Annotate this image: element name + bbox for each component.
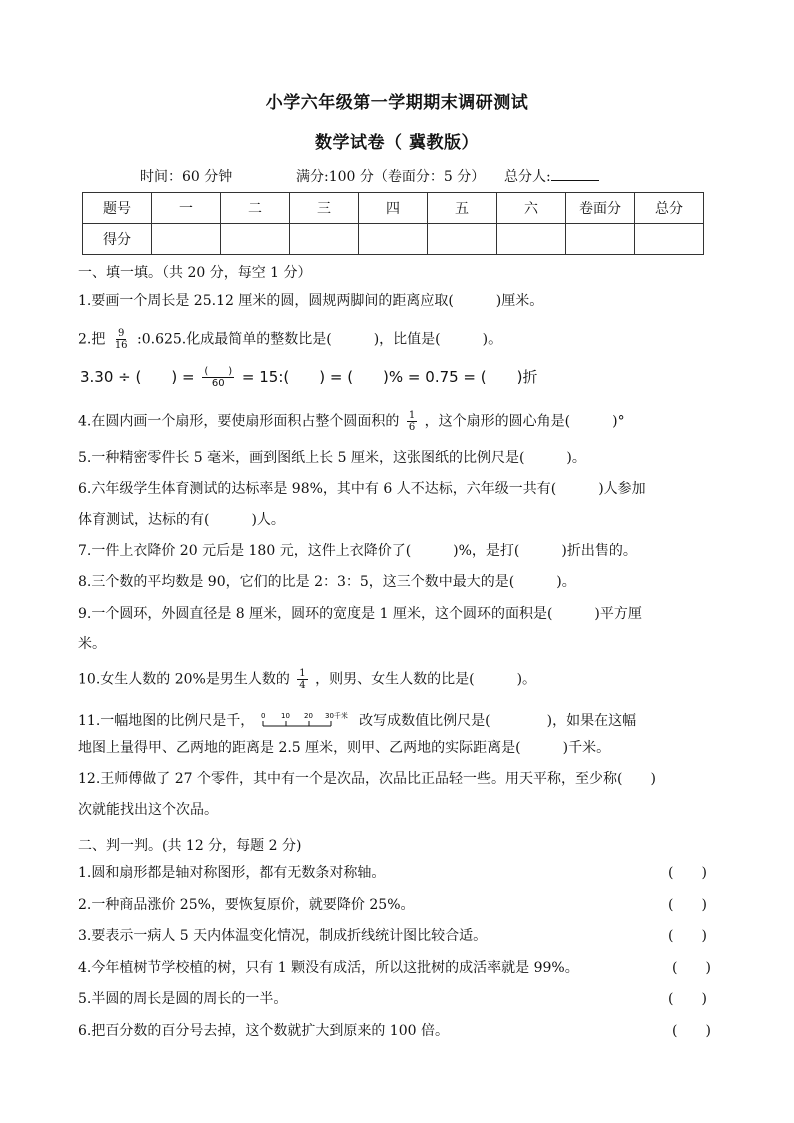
question-7: 7.一件上衣降价 20 元后是 180 元，这件上衣降价了( )%，是打( )折出售的。 [78, 543, 637, 559]
question-10 [78, 668, 536, 691]
q4-frac-num: 1 [408, 410, 416, 421]
question-1: 1.要画一个周长是 25.12 厘米的圆，圆规两脚间的距离应取( )厘米。 [78, 293, 544, 309]
scale-bar-label: 10 [280, 712, 290, 720]
judge-item-5: 5.半圆的周长是圆的周长的一半。 [78, 991, 288, 1007]
q2-suffix: :0.625.化成最简单的整数比是( )，比值是( )。 [137, 331, 503, 348]
question-2 [78, 328, 502, 351]
q3-frac-den: 60 [211, 378, 225, 389]
q10-frac-num: 1 [299, 668, 306, 679]
question-12-line1: 12.王师傅做了 27 个零件，其中有一个是次品，次品比正品轻一些。用天平称，至少称( ) [78, 771, 656, 787]
q3-fraction [202, 366, 234, 389]
question-9-line1: 9.一个圆环，外圆直径是 8 厘米，圆环的宽度是 1 厘米，这个圆环的面积是( )平方厘 [78, 606, 642, 622]
score-table-header-row [83, 193, 704, 224]
score-table-cell: 卷面分 [566, 193, 635, 224]
scale-bar-diagram [259, 710, 355, 732]
score-input-cell[interactable] [497, 224, 566, 255]
exam-title: 小学六年级第一学期期末调研测试 [265, 93, 529, 113]
score-input-cell[interactable] [635, 224, 704, 255]
question-5: 5.一种精密零件长 5 毫米，画到图纸上长 5 厘米，这张图纸的比例尺是( )。 [78, 450, 586, 466]
scale-bar-label: 30千米 [324, 712, 348, 720]
score-table-cell: 四 [359, 193, 428, 224]
judge-item-2: 2.一种商品涨价 25%，要恢复原价，就要降价 25%。 [78, 897, 415, 913]
question-8: 8.三个数的平均数是 90，它们的比是 2：3：5，这三个数中最大的是( )。 [78, 574, 576, 590]
scale-bar-label: 0 [260, 712, 266, 720]
judge-item-4: 4.今年植树节学校植的树，只有 1 颗没有成活，所以这批树的成活率就是 99%。 [78, 960, 579, 976]
score-input-cell[interactable] [566, 224, 635, 255]
q11-suffix: 改写成数值比例尺是( )，如果在这幅 [359, 713, 637, 729]
score-input-cell[interactable] [428, 224, 497, 255]
question-4 [78, 410, 625, 433]
q4-frac-den: 6 [408, 422, 416, 433]
score-table-cell: 二 [221, 193, 290, 224]
score-table-score-row [83, 224, 704, 255]
q2-frac-den: 16 [114, 340, 128, 351]
question-11-line2: 地图上量得甲、乙两地的距离是 2.5 厘米，则甲、乙两地的实际距离是( )千米。 [78, 740, 611, 756]
score-table-cell: 一 [152, 193, 221, 224]
q2-fraction [113, 328, 130, 351]
q4-prefix: 4.在圆内画一个扇形，要使扇形面积占整个圆面积的 [78, 413, 400, 430]
exam-full-score: 满分:100 分（卷面分：5 分） [296, 169, 486, 185]
score-table [82, 192, 704, 255]
question-6-line1: 6.六年级学生体育测试的达标率是 98%，其中有 6 人不达标，六年级一共有( )人参加 [78, 481, 646, 497]
exam-time: 时间：60 分钟 [140, 169, 233, 185]
score-table-cell: 三 [290, 193, 359, 224]
q2-prefix: 2.把 [78, 331, 106, 348]
q11-prefix: 11.一幅地图的比例尺是千， [78, 713, 255, 729]
q10-suffix: ，则男、女生人数的比是( )。 [315, 671, 537, 688]
q10-prefix: 10.女生人数的 20%是男生人数的 [78, 671, 290, 688]
q4-suffix: ，这个扇形的圆心角是( )° [424, 413, 625, 430]
judge-bracket[interactable]: ( ) [672, 1023, 711, 1039]
judge-bracket[interactable]: ( ) [668, 865, 707, 881]
score-input-cell[interactable] [152, 224, 221, 255]
score-input-cell[interactable] [290, 224, 359, 255]
q3-frac-num: ( ) [204, 366, 233, 377]
exam-scorer [504, 166, 599, 186]
scorer-blank[interactable] [551, 166, 599, 181]
section1-title: 一、填一填。（共 20 分，每空 1 分） [78, 265, 312, 281]
score-table-cell: 五 [428, 193, 497, 224]
section2-title: 二、判一判。(共 12 分，每题 2 分) [78, 838, 302, 854]
exam-subtitle: 数学试卷（ 冀教版） [315, 133, 479, 153]
score-table-cell: 总分 [635, 193, 704, 224]
score-row-label: 得分 [83, 224, 152, 255]
question-9-line2: 米。 [78, 636, 106, 652]
question-3 [80, 366, 537, 389]
score-table-cell: 题号 [83, 193, 152, 224]
judge-item-3: 3.要表示一病人 5 天内体温变化情况，制成折线统计图比较合适。 [78, 928, 488, 944]
q2-frac-num: 9 [117, 328, 125, 339]
score-input-cell[interactable] [359, 224, 428, 255]
question-6-line2: 体育测试，达标的有( )人。 [78, 512, 285, 528]
score-input-cell[interactable] [221, 224, 290, 255]
score-table-cell: 六 [497, 193, 566, 224]
q10-fraction [297, 668, 307, 691]
question-11-line1 [78, 710, 636, 732]
q3-part-b: = 15:( ) = ( )% = 0.75 = ( )折 [241, 368, 538, 386]
scorer-label: 总分人: [504, 169, 551, 185]
question-12-line2: 次就能找出这个次品。 [78, 802, 218, 818]
q3-part-a: 3.30 ÷ ( ) = [80, 368, 195, 386]
judge-bracket[interactable]: ( ) [668, 928, 707, 944]
q4-fraction [407, 410, 417, 433]
judge-item-1: 1.圆和扇形都是轴对称图形，都有无数条对称轴。 [78, 865, 386, 881]
judge-bracket[interactable]: ( ) [668, 897, 707, 913]
judge-item-6: 6.把百分数的百分号去掉，这个数就扩大到原来的 100 倍。 [78, 1023, 449, 1039]
q10-frac-den: 4 [299, 680, 306, 691]
judge-bracket[interactable]: ( ) [672, 960, 711, 976]
scale-bar-label: 20 [303, 712, 313, 720]
judge-bracket[interactable]: ( ) [668, 991, 707, 1007]
